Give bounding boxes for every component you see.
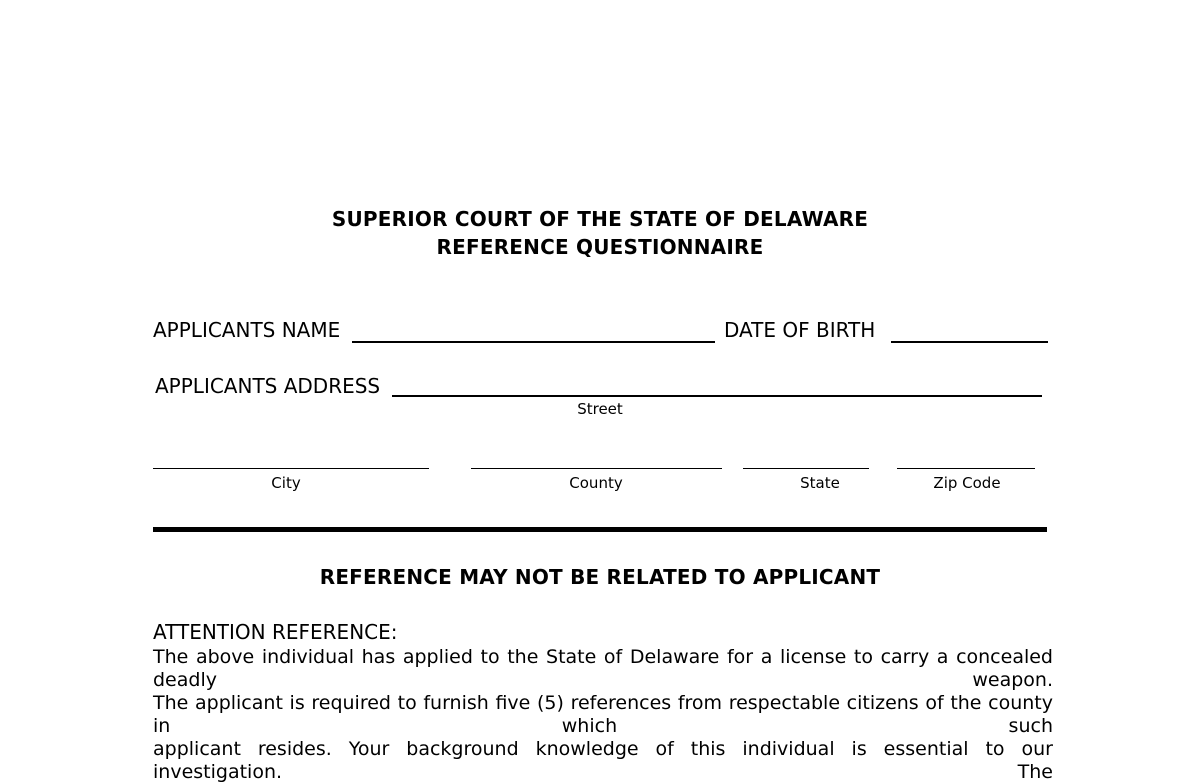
- attention-heading: ATTENTION REFERENCE:: [153, 620, 398, 644]
- street-caption: Street: [577, 400, 623, 418]
- county-caption: County: [569, 474, 623, 492]
- date-of-birth-label: DATE OF BIRTH: [724, 318, 876, 342]
- county-line[interactable]: [471, 468, 722, 469]
- document-subtitle: REFERENCE QUESTIONNAIRE: [436, 235, 764, 259]
- street-line[interactable]: [392, 395, 1042, 397]
- city-line[interactable]: [153, 468, 429, 469]
- section-divider: [153, 527, 1047, 532]
- applicant-name-label: APPLICANTS NAME: [153, 318, 341, 342]
- state-caption: State: [800, 474, 840, 492]
- attention-paragraph: [153, 646, 1053, 784]
- paragraph-line: applicant resides. Your background knowledge of this individual is essential to our investigation. The: [153, 738, 1053, 783]
- applicant-name-line[interactable]: [352, 341, 715, 343]
- paragraph-line: The above individual has applied to the State of Delaware for a license to carry a concealed deadly weapon.: [153, 646, 1053, 691]
- date-of-birth-line[interactable]: [891, 341, 1048, 343]
- state-line[interactable]: [743, 468, 869, 469]
- reference-notice: REFERENCE MAY NOT BE RELATED TO APPLICANT: [319, 565, 881, 589]
- zip-code-line[interactable]: [897, 468, 1035, 469]
- city-caption: City: [271, 474, 301, 492]
- applicant-address-label: APPLICANTS ADDRESS: [155, 374, 381, 398]
- zip-code-caption: Zip Code: [933, 474, 1001, 492]
- document-title: SUPERIOR COURT OF THE STATE OF DELAWARE: [331, 207, 869, 231]
- paragraph-line: The applicant is required to furnish five (5) references from respectable citizens of the county in which such: [153, 692, 1053, 737]
